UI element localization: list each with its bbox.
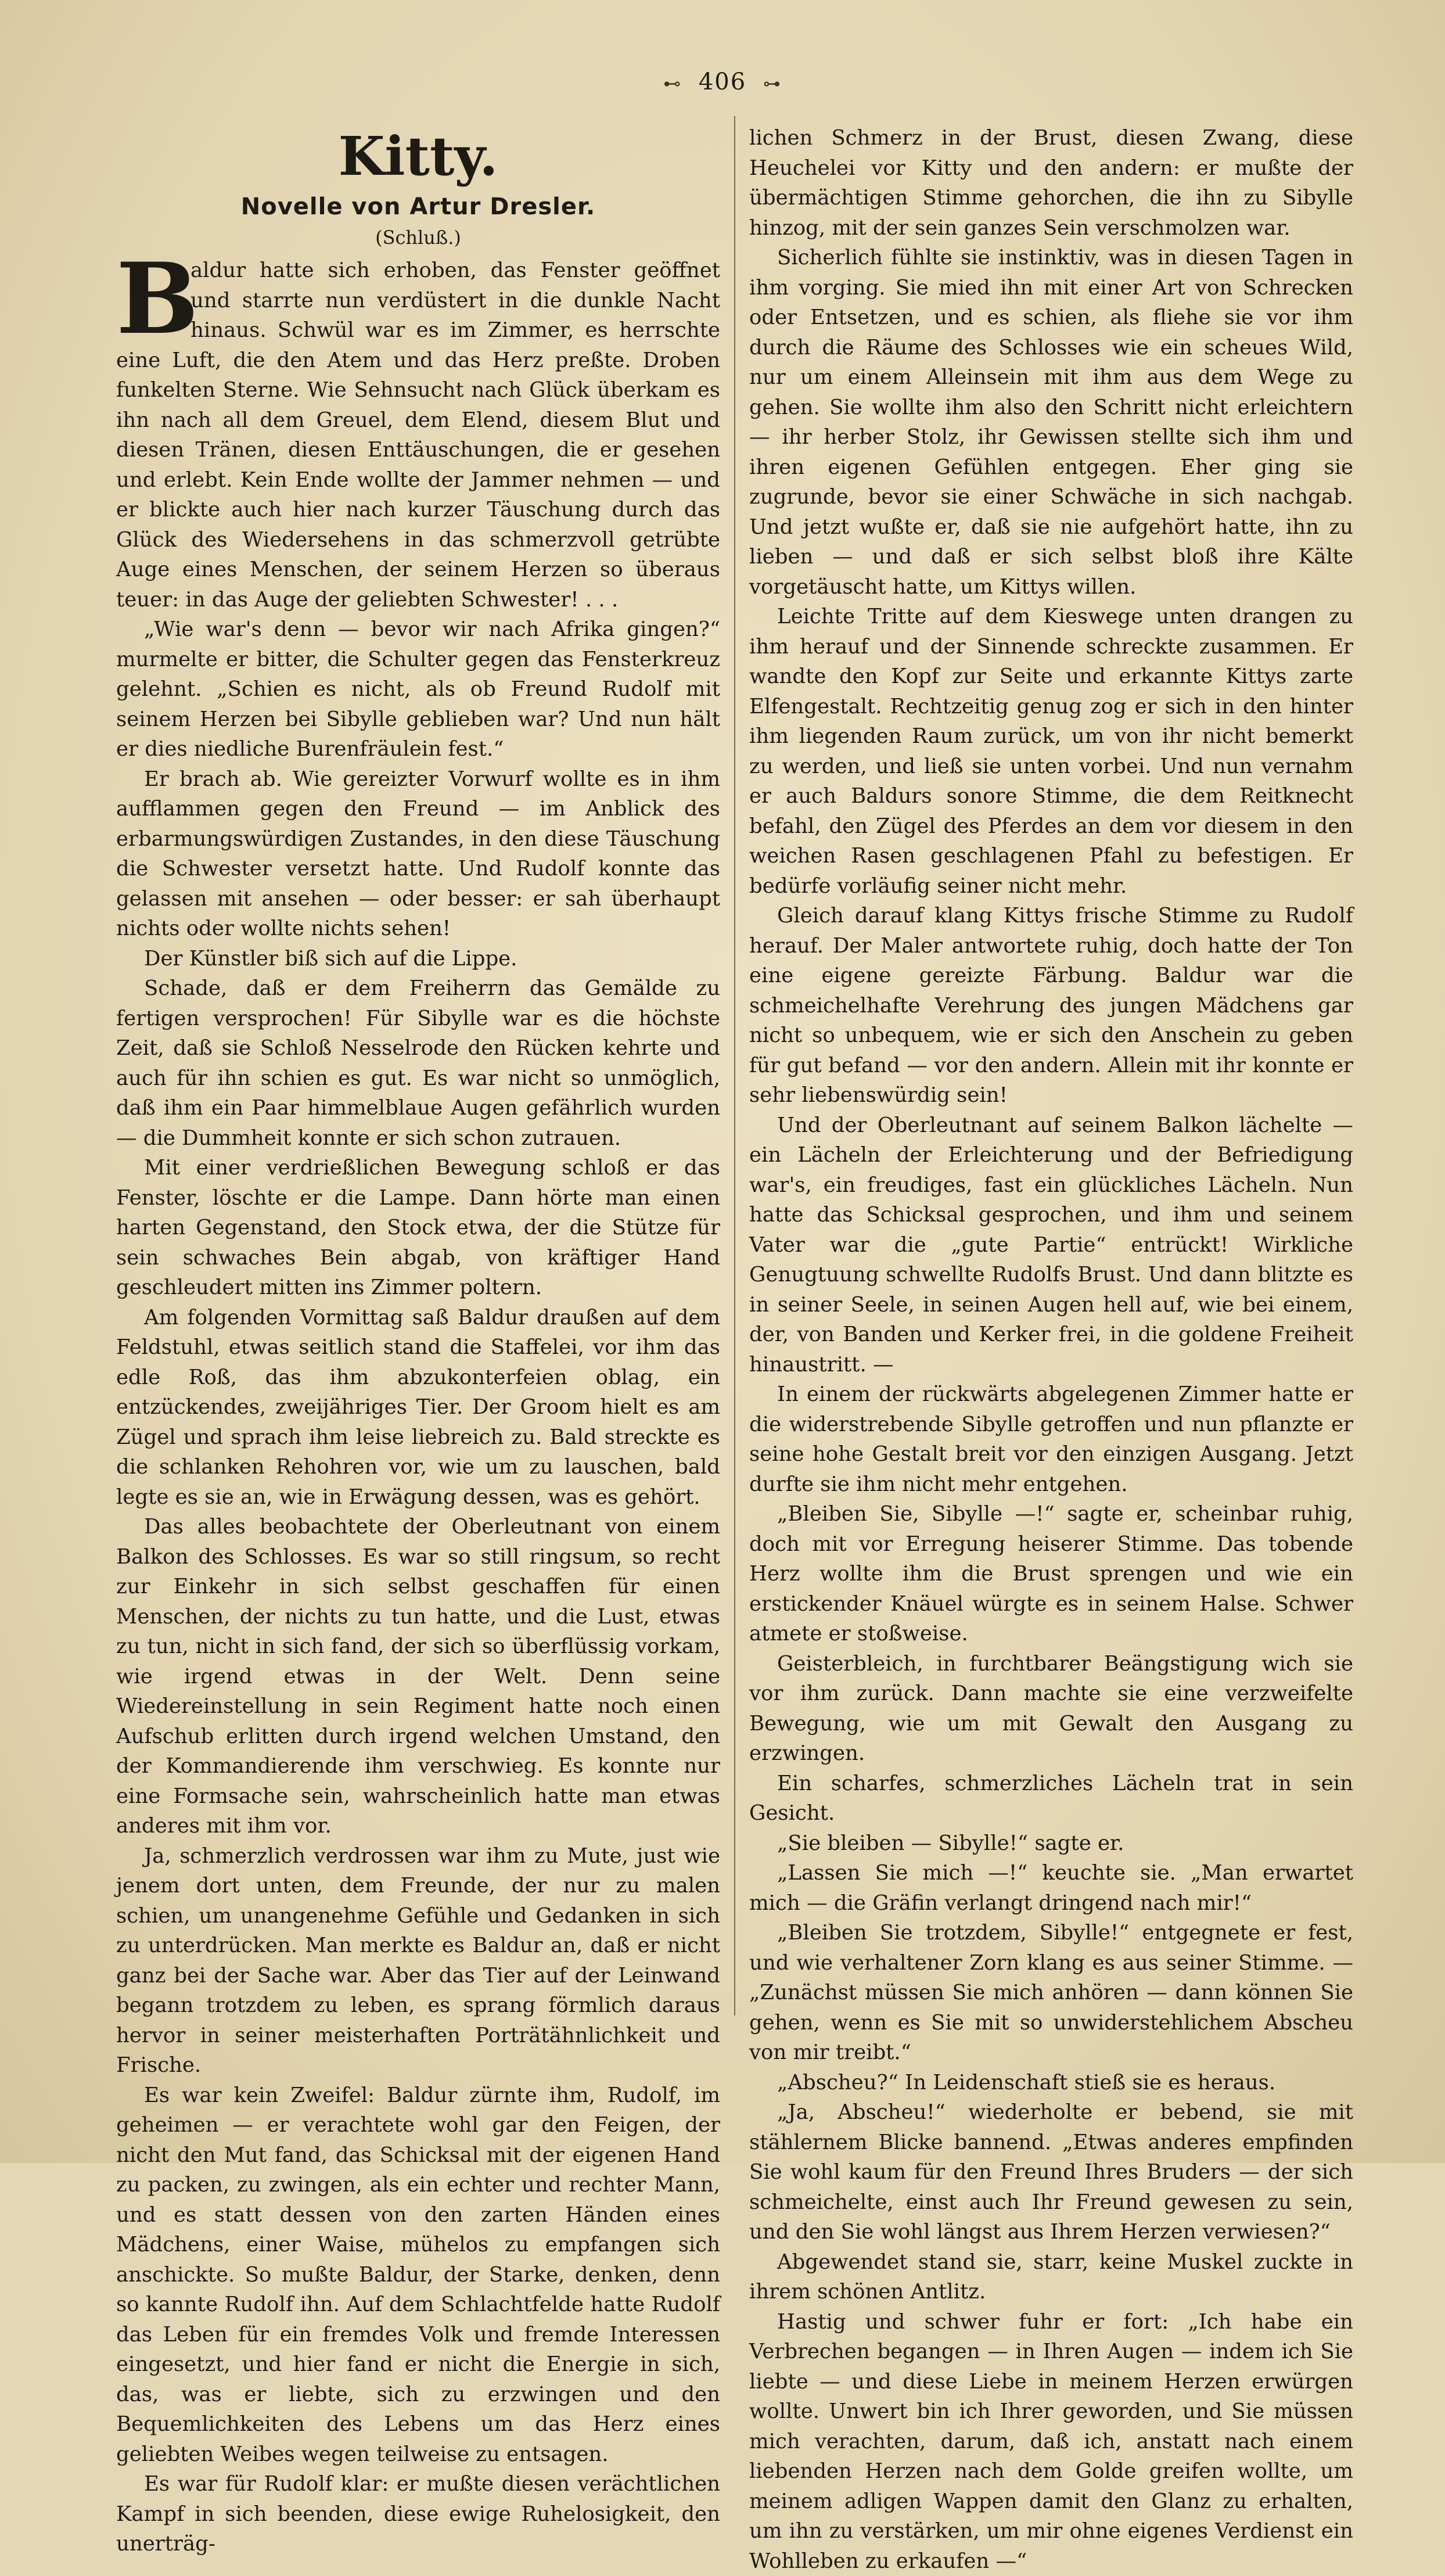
paragraph: Ja, schmerzlich verdrossen war ihm zu Mute, just wie jenem dort unten, dem Freunde, der nur zu malen schien, um unangenehme Gefühle und Gedanken in sich zu unterdrücken. Man merkte es Baldur an, daß er nicht ganz bei der Sache war. Aber das Tier auf der Leinwand begann trotzdem zu leben, es sprang förmlich daraus hervor in seiner meisterhaften Porträtähnlichkeit und Frische. (116, 1841, 720, 2081)
paragraph: „Lassen Sie mich —!“ keuchte sie. „Man erwartet mich — die Gräfin verlangt dringend nach mir!“ (749, 1858, 1353, 1918)
paragraph: „Ja, Abscheu!“ wiederholte er bebend, sie mit stählernem Blicke bannend. „Etwas anderes empfinden Sie wohl kaum für den Freund Ihres Bruders — der sich schmeichelte, einst auch Ihr Freund gewesen zu sein, und den Sie wohl längst aus Ihrem Herzen verwiesen?“ (749, 2097, 1353, 2247)
article-title: Kitty. (116, 124, 720, 188)
paragraph: „Bleiben Sie, Sibylle —!“ sagte er, scheinbar ruhig, doch mit vor Erregung heiserer Stimme. Das tobende Herz wollte ihm die Brust sprengen und wie ein erstickender Knäuel würgte es in seinem Halse. Schwer atmete er stoßweise. (749, 1499, 1353, 1649)
paragraph (116, 256, 720, 615)
paragraph: Es war für Rudolf klar: er mußte diesen verächtlichen Kampf in sich beenden, diese ewige Ruhelosigkeit, den unerträg- (116, 2469, 720, 2559)
paragraph: „Sie bleiben — Sibylle!“ sagte er. (749, 1828, 1353, 1859)
paragraph: Das alles beobachtete der Oberleutnant von einem Balkon des Schlosses. Es war so still ringsum, so recht zur Einkehr in sich selbst geschaffen für einen Menschen, der nichts zu tun hatte, und die Lust, etwas zu tun, nicht in sich fand, der sich so überflüssig vorkam, wie irgend etwas in der Welt. Denn seine Wiedereinstellung in sein Regiment hatte noch einen Aufschub erlitten durch irgend welchen Umstand, den der Kommandierende ihm verschwieg. Es konnte nur eine Formsache sein, wahrscheinlich hatte man etwas anderes mit ihm vor. (116, 1512, 720, 1841)
right-column (749, 123, 1353, 2576)
paragraph: Ein scharfes, schmerzliches Lächeln trat in sein Gesicht. (749, 1769, 1353, 1828)
article-note: (Schluß.) (116, 223, 720, 252)
paragraph: In einem der rückwärts abgelegenen Zimmer hatte er die widerstrebende Sibylle getroffen und nun pflanzte er seine hohe Gestalt breit vor den einzigen Ausgang. Jetzt durfte sie ihm nicht mehr entgehen. (749, 1379, 1353, 1499)
paragraph: Leichte Tritte auf dem Kieswege unten drangen zu ihm herauf und der Sinnende schreckte zusammen. Er wandte den Kopf zur Seite und erkannte Kittys zarte Elfengestalt. Rechtzeitig genug zog er sich in den hinter ihm liegenden Raum zurück, um von ihr nicht bemerkt zu werden, und ließ sie unten vorbei. Und nun vernahm er auch Baldurs sonore Stimme, die dem Reitknecht befahl, den Zügel des Pferdes an dem vor diesem in den weichen Rasen geschlagenen Pfahl zu befestigen. Er bedürfe vorläufig seiner nicht mehr. (749, 602, 1353, 901)
paragraph: „Bleiben Sie trotzdem, Sibylle!“ entgegnete er fest, und wie verhaltener Zorn klang es aus seiner Stimme. — „Zunächst müssen Sie mich anhören — dann können Sie gehen, wenn es Sie mit so unwiderstehlichem Abscheu von mir treibt.“ (749, 1918, 1353, 2068)
paragraph: Abgewendet stand sie, starr, keine Muskel zuckte in ihrem schönen Antlitz. (749, 2247, 1353, 2307)
left-column (116, 116, 720, 2559)
paragraph: Gleich darauf klang Kittys frische Stimme zu Rudolf herauf. Der Maler antwortete ruhig, doch hatte der Ton eine eigene gereizte Färbung. Baldur war die schmeichelhafte Verehrung des jungen Mädchens gar nicht so unbequem, wie er sich den Anschein zu geben für gut befand — vor den andern. Allein mit ihr konnte er sehr liebenswürdig sein! (749, 901, 1353, 1111)
paragraph: lichen Schmerz in der Brust, diesen Zwang, diese Heuchelei vor Kitty und den andern: er mußte der übermächtigen Stimme gehorchen, die ihn zu Sibylle hinzog, mit der sein ganzes Sein verschmolzen war. (749, 123, 1353, 243)
paragraph: Mit einer verdrießlichen Bewegung schloß er das Fenster, löschte er die Lampe. Dann hörte man einen harten Gegenstand, den Stock etwa, der die Stütze für sein schwaches Bein abgab, von kräftiger Hand geschleudert mitten ins Zimmer poltern. (116, 1153, 720, 1303)
article-subtitle: Novelle von Artur Dresler. (116, 191, 720, 223)
paragraph: Am folgenden Vormittag saß Baldur draußen auf dem Feldstuhl, etwas seitlich stand die Staffelei, vor ihm das edle Roß, das ihm abzukonterfeien oblag, ein entzückendes, zweijähriges Tier. Der Groom hielt es am Zügel und sprach ihm leise liebreich zu. Bald streckte es die schlanken Rehohren vor, wie um zu lauschen, bald legte es sie an, wie in Erwägung dessen, was es gehört. (116, 1303, 720, 1512)
page-number: 406 (699, 69, 746, 95)
paragraph: „Wie war's denn — bevor wir nach Afrika gingen?“ murmelte er bitter, die Schulter gegen das Fensterkreuz gelehnt. „Schien es nicht, als ob Freund Rudolf mit seinem Herzen bei Sibylle geblieben war? Und nun hält er dies niedliche Burenfräulein fest.“ (116, 615, 720, 764)
paragraph: Geisterbleich, in furchtbarer Beängstigung wich sie vor ihm zurück. Dann machte sie eine verzweifelte Bewegung, wie um mit Gewalt den Ausgang zu erzwingen. (749, 1649, 1353, 1769)
paragraph: Und der Oberleutnant auf seinem Balkon lächelte — ein Lächeln der Erleichterung und der Befriedigung war's, ein freudiges, fast ein glückliches Lächeln. Nun hatte das Schicksal gesprochen, und ihm und seinem Vater war die „gute Partie“ entrückt! Wirkliche Genugtuung schwellte Rudolfs Brust. Und dann blitzte es in seiner Seele, in seinen Augen hell auf, wie bei einem, der, von Banden und Kerker frei, in die goldene Freiheit hinaustritt. — (749, 1111, 1353, 1380)
paragraph: Es war kein Zweifel: Baldur zürnte ihm, Rudolf, im geheimen — er verachtete wohl gar den Feigen, der nicht den Mut fand, das Schicksal mit der eigenen Hand zu packen, zu zwingen, als ein echter und rechter Mann, und es statt dessen von den zarten Händen eines Mädchens, einer Waise, mühelos zu empfangen sich anschickte. So mußte Baldur, der Starke, denken, denn so kannte Rudolf ihn. Auf dem Schlachtfelde hatte Rudolf das Leben für ein fremdes Volk und fremde Interessen eingesetzt, und hier fand er nicht die Energie in sich, das, was er liebte, sich zu erzwingen und den Bequemlichkeiten des Lebens um das Herz eines geliebten Weibes wegen teilweise zu entsagen. (116, 2081, 720, 2470)
paragraph: Schade, daß er dem Freiherrn das Gemälde zu fertigen versprochen! Für Sibylle war es die höchste Zeit, daß sie Schloß Nesselrode den Rücken kehrte und auch für ihn schien es gut. Es war nicht so unmöglich, daß ihm ein Paar himmelblaue Augen gefährlich wurden — die Dummheit konnte er sich schon zutrauen. (116, 973, 720, 1153)
ornament-left-icon: ⊷ (663, 74, 682, 94)
column-divider (734, 116, 735, 2015)
paragraph: Er brach ab. Wie gereizter Vorwurf wollte es in ihm aufflammen gegen den Freund — im Anblick des erbarmungswürdigen Zustandes, in den diese Täuschung die Schwester versetzt hatte. Und Rudolf konnte das gelassen mit ansehen — oder besser: er sah überhaupt nichts oder wollte nichts sehen! (116, 764, 720, 944)
paragraph: „Abscheu?“ In Leidenschaft stieß sie es heraus. (749, 2068, 1353, 2098)
ornament-right-icon: ⊶ (763, 74, 782, 94)
paragraph: Hastig und schwer fuhr er fort: „Ich habe ein Verbrechen begangen — in Ihren Augen — indem ich Sie liebte — und diese Liebe in meinem Herzen erwürgen wollte. Unwert bin ich Ihrer geworden, und Sie müssen mich verachten, darum, daß ich, anstatt nach einem liebenden Herzen nach dem Golde greifen wollte, um meinem adligen Wappen damit den Glanz zu erhalten, um ihn zu verstärken, um mir ohne eigenes Verdienst ein Wohlleben zu erkaufen —“ (749, 2307, 1353, 2576)
page-header (0, 69, 1445, 95)
paragraph: Der Künstler biß sich auf die Lippe. (116, 944, 720, 974)
paragraph-text: aldur hatte sich erhoben, das Fenster geöffnet und starrte nun verdüstert in die dunkle Nacht hinaus. Schwül war es im Zimmer, es herrschte eine Luft, die den Atem und das Herz preßte. Droben funkelten Sterne. Wie Sehnsucht nach Glück überkam es ihn nach all dem Greuel, dem Elend, diesem Blut und diesen Tränen, diesen Enttäuschungen, die er gesehen und erlebt. Kein Ende wollte der Jammer nehmen — und er blickte auch hier nach kurzer Täuschung durch das Glück des Wiedersehens in das schmerzvoll getrübte Auge eines Menschen, der seinem Herzen so überaus teuer: in das Auge der geliebten Schwester! . . . (116, 258, 720, 612)
drop-cap: B (116, 258, 181, 339)
paragraph: Sicherlich fühlte sie instinktiv, was in diesen Tagen in ihm vorging. Sie mied ihn mit einer Art von Schrecken oder Entsetzen, und es schien, als fliehe sie vor ihm durch die Räume des Schlosses wie ein scheues Wild, nur um einem Alleinsein mit ihm aus dem Wege zu gehen. Sie wollte ihm also den Schritt nicht erleichtern — ihr herber Stolz, ihr Gewissen stellte sich ihm und ihren eigenen Gefühlen entgegen. Eher ging sie zugrunde, bevor sie einer Schwäche in sich nachgab. Und jetzt wußte er, daß sie nie aufgehört hatte, ihn zu lieben — und daß er sich selbst bloß ihre Kälte vorgetäuscht hatte, um Kittys willen. (749, 243, 1353, 602)
